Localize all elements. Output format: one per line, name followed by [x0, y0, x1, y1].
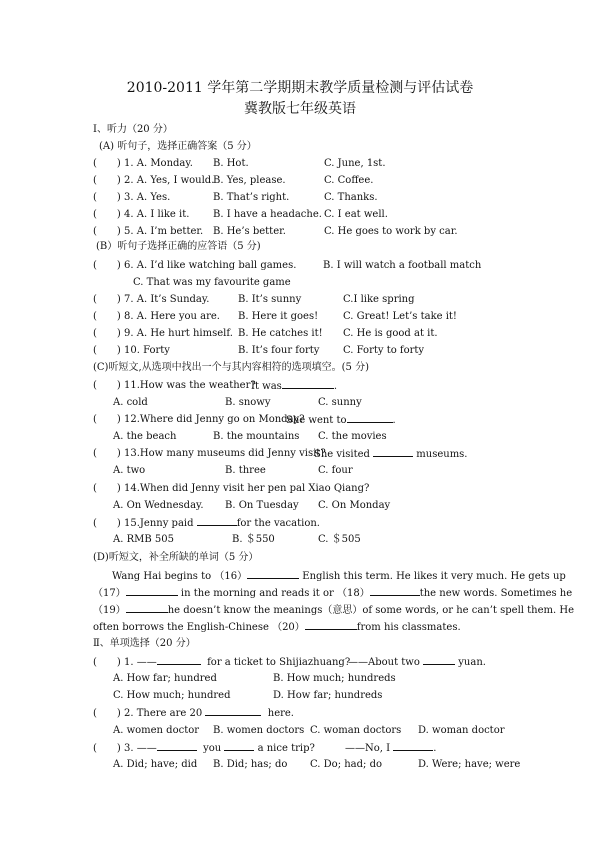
mc-question-1-reply — [348, 655, 486, 669]
option-c: C. sunny — [318, 397, 362, 408]
option-b: B. the mountains — [213, 431, 300, 442]
answer-paren-open: ( — [93, 209, 97, 220]
option-c: C. Great! Let’s take it! — [343, 311, 457, 322]
option-a: A. He hurt himself. — [136, 328, 233, 339]
answer-paren-close: ) — [116, 294, 121, 305]
mc-question-3 — [93, 741, 315, 755]
option-a: A. I’d like watching ball games. — [136, 260, 297, 271]
answer-paren-close: ) — [116, 260, 121, 271]
answer-paren-open: ( — [93, 192, 97, 203]
fill-blank[interactable] — [197, 516, 237, 526]
answer-paren-open: ( — [93, 294, 97, 305]
stem-text: It was — [251, 381, 282, 392]
option-b: B. Did; has; do — [213, 759, 288, 770]
stem-text: —— — [136, 743, 157, 754]
option-b: B. How much; hundreds — [273, 673, 396, 684]
question-13 — [93, 447, 326, 460]
answer-paren-close: ) — [116, 483, 121, 494]
option-c: C. June, 1st. — [324, 158, 386, 169]
question-text: 14.When did Jenny visit her pen pal Xiao Qiang? — [124, 483, 370, 494]
passage-line-1 — [112, 569, 566, 583]
stem-text: for a ticket to Shijiazhuang? — [207, 657, 351, 668]
fill-blank-16[interactable] — [247, 569, 299, 579]
stem-text: here. — [267, 708, 294, 719]
passage-text: the new words. Sometimes he — [419, 588, 573, 599]
option-d: D. woman doctor — [418, 725, 505, 736]
fill-blank[interactable] — [373, 447, 413, 457]
option-c: C.I like spring — [343, 294, 415, 305]
question-number: 8. — [124, 311, 134, 322]
option-b: B. three — [225, 465, 266, 476]
question-11 — [93, 379, 256, 392]
fill-blank[interactable] — [347, 413, 393, 423]
stem-text: —— — [136, 657, 157, 668]
answer-paren-close: ) — [116, 743, 121, 754]
option-a: A. Yes. — [136, 192, 171, 203]
part-d-heading: (D)听短文，补全所缺的单词（5 分） — [93, 552, 259, 563]
stem-text: She visited — [314, 449, 370, 460]
mc-question-3-reply — [345, 741, 436, 755]
stem-text: yuan. — [458, 657, 486, 668]
option-b: B. It’s four forty — [238, 345, 320, 356]
option-c: C. ＄505 — [318, 534, 361, 545]
option-a: A. I like it. — [136, 209, 190, 220]
option-a: A. two — [113, 465, 146, 476]
fill-blank[interactable] — [157, 741, 197, 751]
option-c: C. That was my favourite game — [133, 277, 291, 288]
answer-paren-close: ) — [116, 226, 121, 237]
question-11-stem: It was . — [251, 381, 337, 392]
stem-text: . — [433, 743, 437, 754]
question-number: 5. — [124, 226, 134, 237]
answer-paren-open: ( — [93, 158, 97, 169]
question-text: 12.Where did Jenny go on Monday? — [124, 414, 305, 425]
paper-subtitle: 冀教版七年级英语 — [244, 101, 356, 117]
option-c: C. Coffee. — [324, 175, 374, 186]
option-a: A. I’m better. — [136, 226, 204, 237]
option-d: D. How far; hundreds — [273, 690, 383, 701]
stem-text: ——About two — [348, 657, 420, 668]
question-number: 4. — [124, 209, 134, 220]
question-row — [93, 225, 203, 238]
answer-paren-close: ) — [116, 345, 121, 356]
stem-text-end: museums. — [416, 449, 468, 460]
answer-paren-close: ) — [116, 448, 121, 459]
question-row — [93, 293, 209, 306]
option-c: C. woman doctors — [310, 725, 402, 736]
passage-text: Wang Hai begins to （16） — [112, 571, 248, 582]
fill-blank-19[interactable] — [126, 603, 168, 613]
question-row — [93, 327, 233, 340]
question-12 — [93, 413, 305, 426]
option-d: D. Were; have; were — [418, 759, 521, 770]
stem-text: you — [203, 743, 222, 754]
question-number: 1. — [124, 158, 134, 169]
stem-text: a nice trip? — [257, 743, 315, 754]
answer-paren-close: ) — [116, 657, 121, 668]
fill-blank-20[interactable] — [305, 620, 357, 630]
answer-paren-open: ( — [93, 260, 97, 271]
answer-paren-close: ) — [116, 209, 121, 220]
passage-line-2 — [93, 586, 572, 600]
question-number: 10. — [124, 345, 140, 356]
part-c-heading: (C)听短文,从选项中找出一个与其内容相符的选项填空。(5 分) — [93, 362, 369, 373]
question-number: 7. — [124, 294, 134, 305]
fill-blank[interactable] — [282, 379, 334, 389]
answer-paren-close: ) — [116, 158, 121, 169]
question-number: 2. — [124, 708, 134, 719]
part-a-heading: (A) 听句子，选择正确答案（5 分） — [99, 141, 257, 152]
answer-paren-open: ( — [93, 380, 97, 391]
answer-paren-close: ) — [116, 518, 121, 529]
option-b: B. Hot. — [213, 158, 249, 169]
question-number: 9. — [124, 328, 134, 339]
fill-blank[interactable] — [423, 655, 455, 665]
option-a: A. Did; have; did — [113, 759, 198, 770]
mc-question-1 — [93, 655, 350, 669]
stem-text: There are 20 — [136, 708, 203, 719]
stem-text: She went to — [286, 415, 347, 426]
option-c: C. four — [318, 465, 353, 476]
option-b: B. Yes, please. — [213, 175, 286, 186]
answer-paren-open: ( — [93, 414, 97, 425]
paper-title: 2010-2011 学年第二学期期末教学质量检测与评估试卷 — [126, 80, 474, 96]
option-c: C. Do; had; do — [310, 759, 383, 770]
option-c: C. Forty to forty — [343, 345, 425, 356]
answer-paren-close: ) — [116, 175, 121, 186]
answer-paren-open: ( — [93, 226, 97, 237]
answer-paren-open: ( — [93, 657, 97, 668]
answer-paren-open: ( — [93, 448, 97, 459]
section-1-heading: Ⅰ、听力（20 分） — [93, 124, 173, 135]
fill-blank[interactable] — [393, 741, 433, 751]
question-row — [93, 208, 189, 221]
option-b: B. I will watch a football match — [323, 260, 482, 271]
option-b: B. snowy — [225, 397, 271, 408]
option-a: A. RMB 505 — [113, 534, 174, 545]
fill-blank[interactable] — [224, 741, 254, 751]
stem-text: ——No, I — [345, 743, 391, 754]
question-row — [93, 157, 193, 170]
option-a: A. Yes, I would. — [136, 175, 215, 186]
part-b-heading: (B）听句子选择正确的应答语（5 分) — [96, 241, 261, 252]
passage-text: often borrows the English-Chinese （20） — [93, 622, 305, 633]
answer-paren-close: ) — [116, 380, 121, 391]
question-row — [93, 174, 214, 187]
option-c: C. I eat well. — [324, 209, 388, 220]
option-b: B. ＄550 — [232, 534, 275, 545]
option-a: A. women doctor — [113, 725, 200, 736]
fill-blank-17[interactable] — [126, 586, 178, 596]
option-a: Forty — [143, 345, 170, 356]
option-b: B. I have a headache. — [213, 209, 322, 220]
passage-text: English this term. He likes it very much. He gets up — [302, 571, 566, 582]
answer-paren-open: ( — [93, 518, 97, 529]
answer-paren-open: ( — [93, 345, 97, 356]
option-b: B. It’s sunny — [238, 294, 302, 305]
option-b: B. He catches it! — [238, 328, 323, 339]
answer-paren-open: ( — [93, 328, 97, 339]
answer-paren-open: ( — [93, 708, 97, 719]
passage-text: he doesn’t know the meanings（意思）of some words, or he can’t spell them. He — [167, 605, 575, 616]
option-b: B. On Tuesday — [225, 500, 299, 511]
option-c: C. the movies — [318, 431, 387, 442]
question-12-stem: She went to . — [286, 415, 396, 426]
option-a: A. the beach — [113, 431, 177, 442]
option-b: B. Here it goes! — [238, 311, 319, 322]
fill-blank-18[interactable] — [370, 586, 420, 596]
option-a: A. Monday. — [136, 158, 193, 169]
question-row — [93, 191, 170, 204]
question-text: 15.Jenny paid — [124, 518, 194, 529]
answer-paren-open: ( — [93, 743, 97, 754]
option-c: C. Thanks. — [324, 192, 378, 203]
option-b: B. He’s better. — [213, 226, 286, 237]
question-number: 1. — [124, 657, 134, 668]
question-row — [93, 310, 220, 323]
question-number: 6. — [124, 260, 134, 271]
passage-text: （17） — [93, 588, 126, 599]
answer-paren-open: ( — [93, 175, 97, 186]
option-c: C. He goes to work by car. — [324, 226, 458, 237]
fill-blank[interactable] — [205, 706, 261, 716]
option-c: C. How much; hundred — [113, 690, 231, 701]
option-a: A. On Wednesday. — [113, 500, 204, 511]
answer-paren-close: ) — [116, 708, 121, 719]
question-text: 13.How many museums did Jenny visit? — [124, 448, 326, 459]
option-a: A. How far; hundred — [113, 673, 217, 684]
question-number: 3. — [124, 743, 134, 754]
option-a: A. It’s Sunday. — [136, 294, 210, 305]
passage-text: in the morning and reads it or （18） — [180, 588, 370, 599]
option-c: C. He is good at it. — [343, 328, 438, 339]
answer-paren-close: ) — [116, 328, 121, 339]
option-c: C. On Monday — [318, 500, 391, 511]
question-13-stem — [314, 447, 468, 461]
option-a: A. Here you are. — [136, 311, 220, 322]
option-b: B. women doctors — [213, 725, 305, 736]
mc-question-2 — [93, 706, 294, 720]
question-number: 2. — [124, 175, 134, 186]
option-b: B. That’s right. — [213, 192, 290, 203]
passage-line-4 — [93, 620, 461, 634]
fill-blank[interactable] — [157, 655, 201, 665]
passage-text: from his classmates. — [356, 622, 461, 633]
answer-paren-open: ( — [93, 311, 97, 322]
answer-paren-open: ( — [93, 483, 97, 494]
question-text: 11.How was the weather? — [124, 380, 256, 391]
answer-paren-close: ) — [116, 414, 121, 425]
question-number: 3. — [124, 192, 134, 203]
answer-paren-close: ) — [116, 311, 121, 322]
option-a: A. cold — [113, 397, 148, 408]
question-row — [93, 259, 296, 272]
question-15 — [93, 516, 320, 530]
passage-text: （19） — [93, 605, 126, 616]
section-2-heading: Ⅱ、单项选择（20 分） — [93, 638, 196, 649]
question-14 — [93, 482, 369, 495]
passage-line-3 — [93, 603, 574, 617]
stem-text-end: for the vacation. — [236, 518, 320, 529]
question-row — [93, 344, 170, 357]
answer-paren-close: ) — [116, 192, 121, 203]
